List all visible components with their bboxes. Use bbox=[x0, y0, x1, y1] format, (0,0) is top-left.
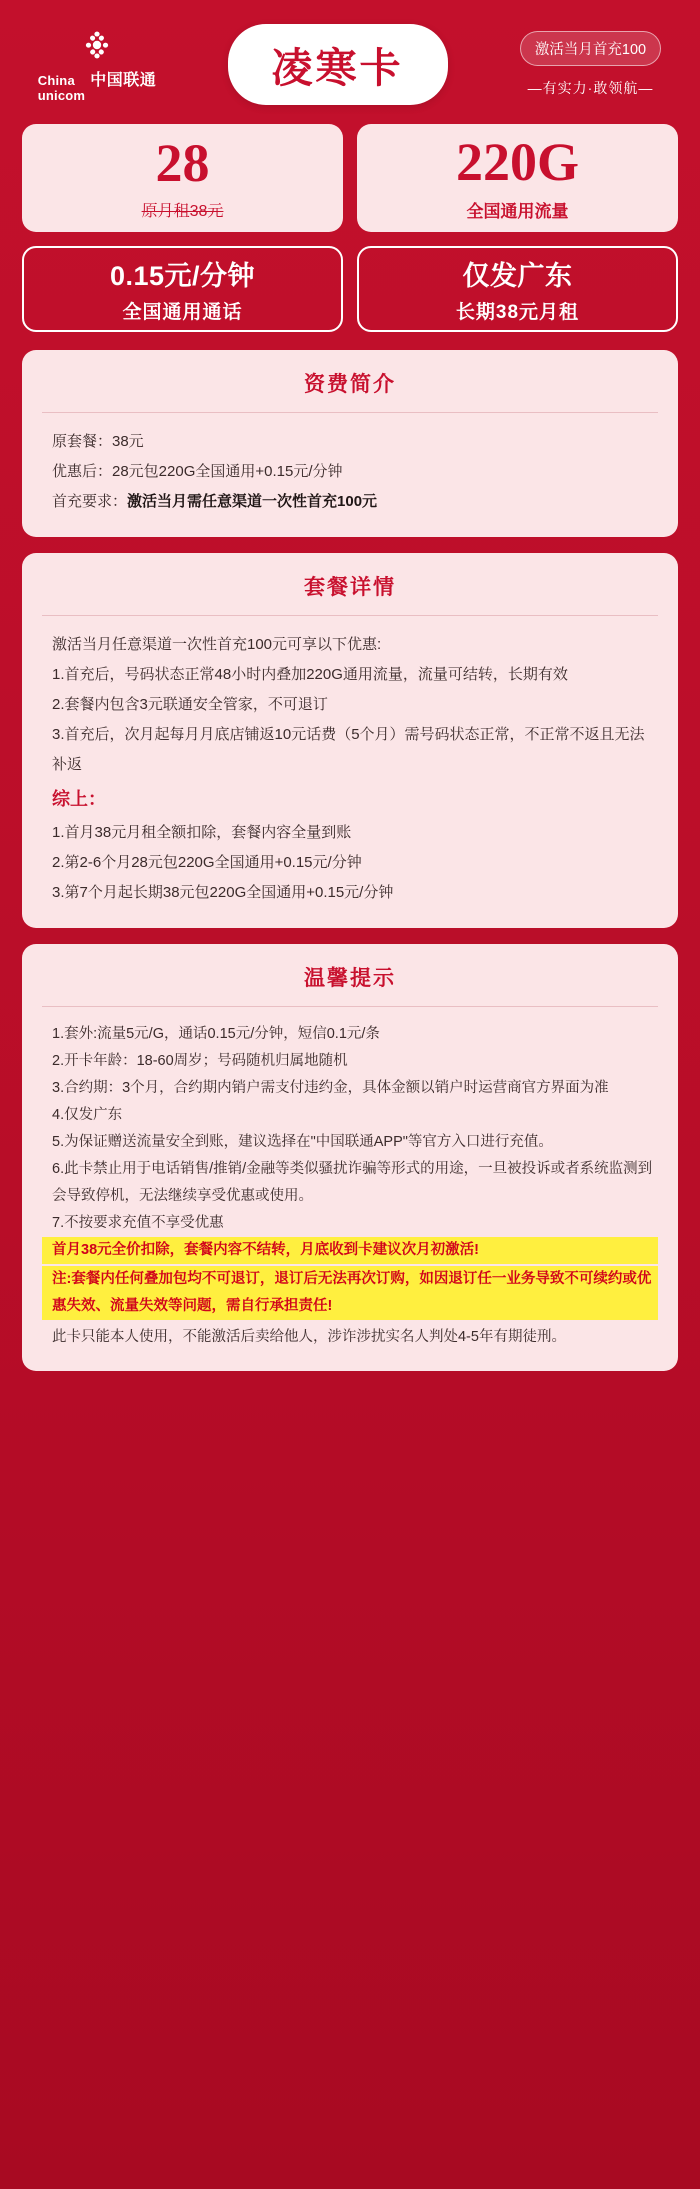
fee-intro-bold: 激活当月需任意渠道一次性首充100元 bbox=[127, 493, 378, 510]
tip-item: 6.此卡禁止用于电话销售/推销/金融等类似骚扰诈骗等形式的用途，一旦被投诉或者系统监测到会导致停机，无法继续享受优惠或使用。 bbox=[52, 1161, 653, 1204]
divider bbox=[42, 1006, 658, 1007]
fee-intro-panel bbox=[22, 350, 678, 537]
region-card bbox=[357, 246, 678, 332]
package-detail-title: 套餐详情 bbox=[304, 576, 396, 599]
fee-intro-line: 原套餐：38元 bbox=[52, 433, 144, 450]
fee-intro-line: 优惠后：28元包220G全国通用+0.15元/分钟 bbox=[52, 463, 343, 480]
summary-item: 2.第2-6个月28元包220G全国通用+0.15元/分钟 bbox=[52, 854, 362, 871]
fee-intro-prefix: 首充要求： bbox=[52, 493, 128, 510]
legal-notice: 此卡只能本人使用，不能激活后卖给他人，涉诈涉扰实名人判处4-5年有期徒刑。 bbox=[52, 1329, 566, 1345]
tip-item: 2.开卡年龄：18-60周岁；号码随机归属地随机 bbox=[52, 1053, 348, 1069]
voice-rate-card bbox=[22, 246, 343, 332]
tips-title: 温馨提示 bbox=[304, 967, 396, 990]
divider bbox=[42, 615, 658, 616]
brand-text bbox=[38, 67, 156, 103]
original-fee: 原月租38元 bbox=[141, 202, 224, 220]
tip-item: 4.仅发广东 bbox=[52, 1107, 123, 1123]
package-item: 1.首充后，号码状态正常48小时内叠加220G通用流量，流量可结转，长期有效 bbox=[52, 666, 568, 683]
divider bbox=[42, 412, 658, 413]
brand bbox=[22, 25, 172, 103]
first-recharge-badge: 激活当月首充100 bbox=[520, 31, 661, 66]
package-item: 3.首充后，次月起每月月底店铺返10元话费（5个月）需号码状态正常，不正常不返且无法补返 bbox=[52, 726, 645, 773]
unicom-logo-icon bbox=[73, 25, 121, 65]
data-card bbox=[357, 124, 678, 232]
brand-en: China unicom bbox=[37, 73, 86, 103]
package-intro: 激活当月任意渠道一次性首充100元可享以下优惠: bbox=[52, 636, 382, 653]
package-detail-panel bbox=[22, 553, 678, 928]
data-label: 全国通用流量 bbox=[466, 201, 569, 221]
price-row bbox=[22, 124, 678, 232]
tip-item: 7.不按要求充值不享受优惠 bbox=[52, 1215, 224, 1231]
tip-item: 3.合约期：3个月，合约期内销户需支付违约金，具体金额以销户时运营商官方界面为准 bbox=[52, 1080, 609, 1096]
header-right bbox=[503, 31, 678, 98]
package-item: 2.套餐内包含3元联通安全管家，不可退订 bbox=[52, 696, 328, 713]
highlight-notice-1: 首月38元全价扣除，套餐内容不结转，月底收到卡建议次月初激活! bbox=[42, 1237, 658, 1264]
region-value: 仅发广东 bbox=[462, 261, 573, 291]
monthly-fee-card bbox=[22, 124, 343, 232]
feature-row bbox=[22, 246, 678, 332]
voice-rate-value: 0.15元/分钟 bbox=[109, 261, 256, 291]
header bbox=[22, 18, 678, 110]
fee-intro-title: 资费简介 bbox=[304, 373, 396, 396]
fee-intro-line bbox=[42, 487, 658, 517]
product-title: 凌寒卡 bbox=[228, 24, 448, 105]
slogan: —有实力·敢领航— bbox=[527, 79, 654, 96]
tips-panel bbox=[22, 944, 678, 1371]
tip-item: 5.为保证赠送流量安全到账，建议选择在"中国联通APP"等官方入口进行充值。 bbox=[52, 1134, 553, 1150]
region-label: 长期38元月租 bbox=[455, 302, 580, 323]
voice-rate-label: 全国通用通话 bbox=[122, 302, 243, 323]
monthly-fee-amount: 28 bbox=[155, 132, 210, 193]
highlight-notice-2: 注:套餐内任何叠加包均不可退订，退订后无法再次订购，如因退订任一业务导致不可续约或优惠失效、流量失效等问题，需自行承担责任! bbox=[42, 1266, 658, 1320]
summary-item: 3.第7个月起长期38元包220G全国通用+0.15元/分钟 bbox=[52, 884, 394, 901]
summary-item: 1.首月38元月租全额扣除，套餐内容全量到账 bbox=[52, 824, 352, 841]
brand-cn: 中国联通 bbox=[90, 72, 157, 89]
tip-item: 1.套外:流量5元/G，通话0.15元/分钟，短信0.1元/条 bbox=[52, 1026, 380, 1042]
data-amount: 220G bbox=[455, 131, 579, 192]
summary-head: 综上： bbox=[52, 789, 106, 809]
